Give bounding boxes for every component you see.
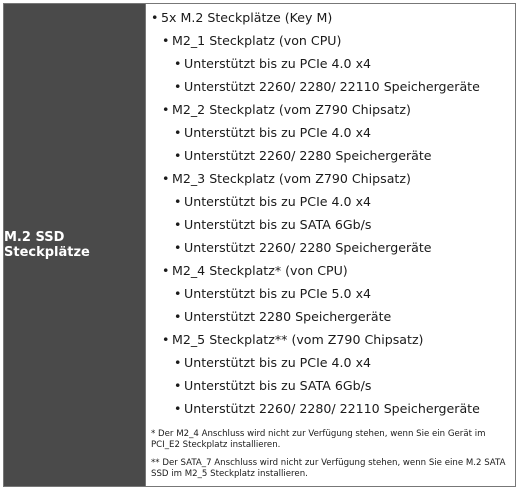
item-text: M2_3 Steckplatz (vom Z790 Chipsatz) [172, 171, 411, 186]
slot-item [162, 171, 411, 187]
item-text: M2_1 Steckplatz (von CPU) [172, 33, 342, 48]
bullet-icon: • [174, 240, 182, 255]
item-text: M2_5 Steckplatz** (vom Z790 Chipsatz) [172, 332, 424, 347]
item-text: Unterstützt bis zu PCIe 5.0 x4 [184, 286, 372, 301]
bullet-icon: • [174, 378, 182, 393]
slot-item [162, 263, 348, 279]
item-text: M2_4 Steckplatz* (von CPU) [172, 263, 348, 278]
bullet-icon: • [162, 33, 170, 48]
item-text: Unterstützt 2280 Speichergeräte [184, 309, 392, 324]
item-text: Unterstützt bis zu SATA 6Gb/s [184, 378, 372, 393]
slot-detail-item [174, 240, 432, 256]
bullet-icon: • [151, 10, 159, 25]
bullet-icon: • [174, 217, 182, 232]
bullet-icon: • [162, 332, 170, 347]
footnote: * Der M2_4 Anschluss wird nicht zur Verfügung stehen, wenn Sie ein Gerät im PCI_E2 Steckplatz installieren. [151, 429, 486, 450]
slot-detail-item [174, 56, 371, 72]
slot-detail-item [174, 378, 371, 394]
bullet-icon: • [174, 56, 182, 71]
slot-detail-item [174, 401, 480, 417]
slot-detail-item [174, 79, 480, 95]
item-text: Unterstützt 2260/ 2280 Speichergeräte [184, 240, 432, 255]
spec-table [3, 3, 516, 487]
footnote: ** Der SATA_7 Anschluss wird nicht zur Verfügung stehen, wenn Sie eine M.2 SATA SSD im M2_5 Steckplatz installieren. [151, 458, 506, 479]
slot-item [162, 102, 411, 118]
bullet-icon: • [174, 286, 182, 301]
item-text: Unterstützt bis zu SATA 6Gb/s [184, 217, 372, 232]
slot-detail-item [174, 194, 371, 210]
row-label-cell [4, 4, 146, 486]
item-text: Unterstützt bis zu PCIe 4.0 x4 [184, 194, 372, 209]
bullet-icon: • [174, 355, 182, 370]
bullet-icon: • [162, 171, 170, 186]
bullet-icon: • [162, 102, 170, 117]
bullet-icon: • [174, 148, 182, 163]
slot-detail-item [174, 148, 432, 164]
slot-detail-item [174, 355, 371, 371]
bullet-icon: • [162, 263, 170, 278]
slot-item [162, 332, 423, 348]
item-text: Unterstützt bis zu PCIe 4.0 x4 [184, 355, 372, 370]
bullet-icon: • [174, 309, 182, 324]
item-text: Unterstützt 2260/ 2280/ 22110 Speichergeräte [184, 401, 480, 416]
row-label: M.2 SSD Steckplätze [4, 230, 90, 260]
spec-heading-item [151, 10, 332, 26]
bullet-icon: • [174, 79, 182, 94]
item-text: Unterstützt 2260/ 2280/ 22110 Speichergeräte [184, 79, 480, 94]
item-text: Unterstützt bis zu PCIe 4.0 x4 [184, 56, 372, 71]
slot-detail-item [174, 309, 391, 325]
slot-detail-item [174, 217, 371, 233]
bullet-icon: • [174, 125, 182, 140]
item-text: Unterstützt 2260/ 2280 Speichergeräte [184, 148, 432, 163]
slot-detail-item [174, 286, 371, 302]
slot-detail-item [174, 125, 371, 141]
slot-item [162, 33, 341, 49]
item-text: 5x M.2 Steckplätze (Key M) [161, 10, 333, 25]
item-text: M2_2 Steckplatz (vom Z790 Chipsatz) [172, 102, 411, 117]
bullet-icon: • [174, 194, 182, 209]
item-text: Unterstützt bis zu PCIe 4.0 x4 [184, 125, 372, 140]
spec-content-cell [146, 4, 515, 486]
bullet-icon: • [174, 401, 182, 416]
